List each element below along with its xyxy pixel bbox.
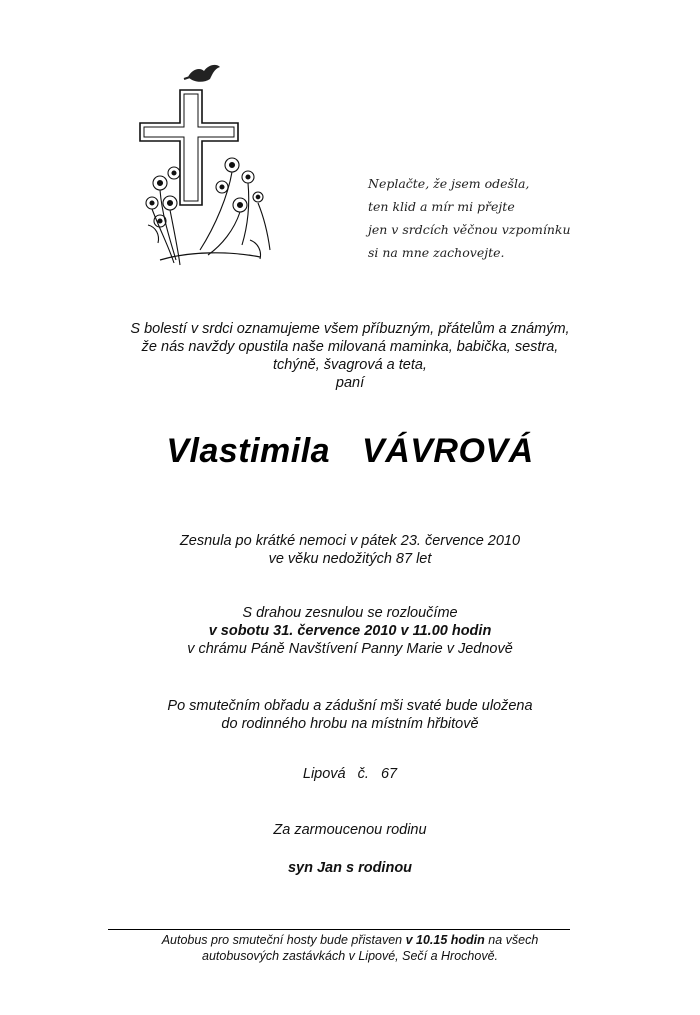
burial-line: Po smutečním obřadu a zádušní mši svaté bude uložena: [167, 698, 533, 714]
burial-details: [0, 697, 700, 733]
intro-line: paní: [335, 375, 365, 391]
announcement-intro: [0, 320, 700, 392]
death-line: ve věku nedožitých 87 let: [268, 551, 432, 567]
cross-with-flowers-icon: [130, 55, 290, 270]
poem-line: jen v srdcích věčnou vzpomínku: [368, 222, 571, 237]
poem-line: Neplačte, že jsem odešla,: [368, 176, 530, 191]
family-address: Lipová č. 67: [302, 766, 398, 782]
bus-time: v 10.15 hodin: [405, 933, 485, 947]
death-details: [0, 532, 700, 568]
intro-line: že nás navždy opustila naše milovaná maminka, babička, sestra,: [141, 339, 559, 355]
family-signature: syn Jan s rodinou: [287, 860, 413, 876]
bus-notice: [0, 932, 700, 964]
farewell-datetime: v sobotu 31. července 2010 v 11.00 hodin: [208, 623, 492, 639]
bus-notice-line2: autobusových zastávkách v Lipové, Sečí a Hrochově.: [202, 949, 498, 963]
bus-notice-line1: [0, 932, 700, 948]
deceased-name: Vlastimila VÁVROVÁ: [166, 432, 534, 470]
farewell-details: [0, 604, 700, 658]
burial-line: do rodinného hrobu na místním hřbitově: [221, 716, 479, 732]
family-label: Za zarmoucenou rodinu: [273, 822, 427, 838]
death-line: Zesnula po krátké nemoci v pátek 23. července 2010: [179, 533, 521, 549]
intro-line: S bolestí v srdci oznamujeme všem příbuzným, přátelům a známým,: [130, 321, 570, 337]
farewell-place: v chrámu Páně Navštívení Panny Marie v Jednově: [187, 641, 513, 657]
poem-line: ten klid a mír mi přejte: [368, 199, 515, 214]
bus-text-after: na všech: [484, 933, 539, 947]
intro-line: tchýně, švagrová a teta,: [273, 357, 427, 373]
farewell-intro: S drahou zesnulou se rozloučíme: [242, 605, 458, 621]
bus-text-before: Autobus pro smuteční hosty bude přistaven: [161, 933, 406, 947]
poem-line: si na mne zachovejte.: [368, 245, 505, 260]
memorial-poem: [368, 172, 608, 264]
footer-divider: [108, 929, 570, 930]
